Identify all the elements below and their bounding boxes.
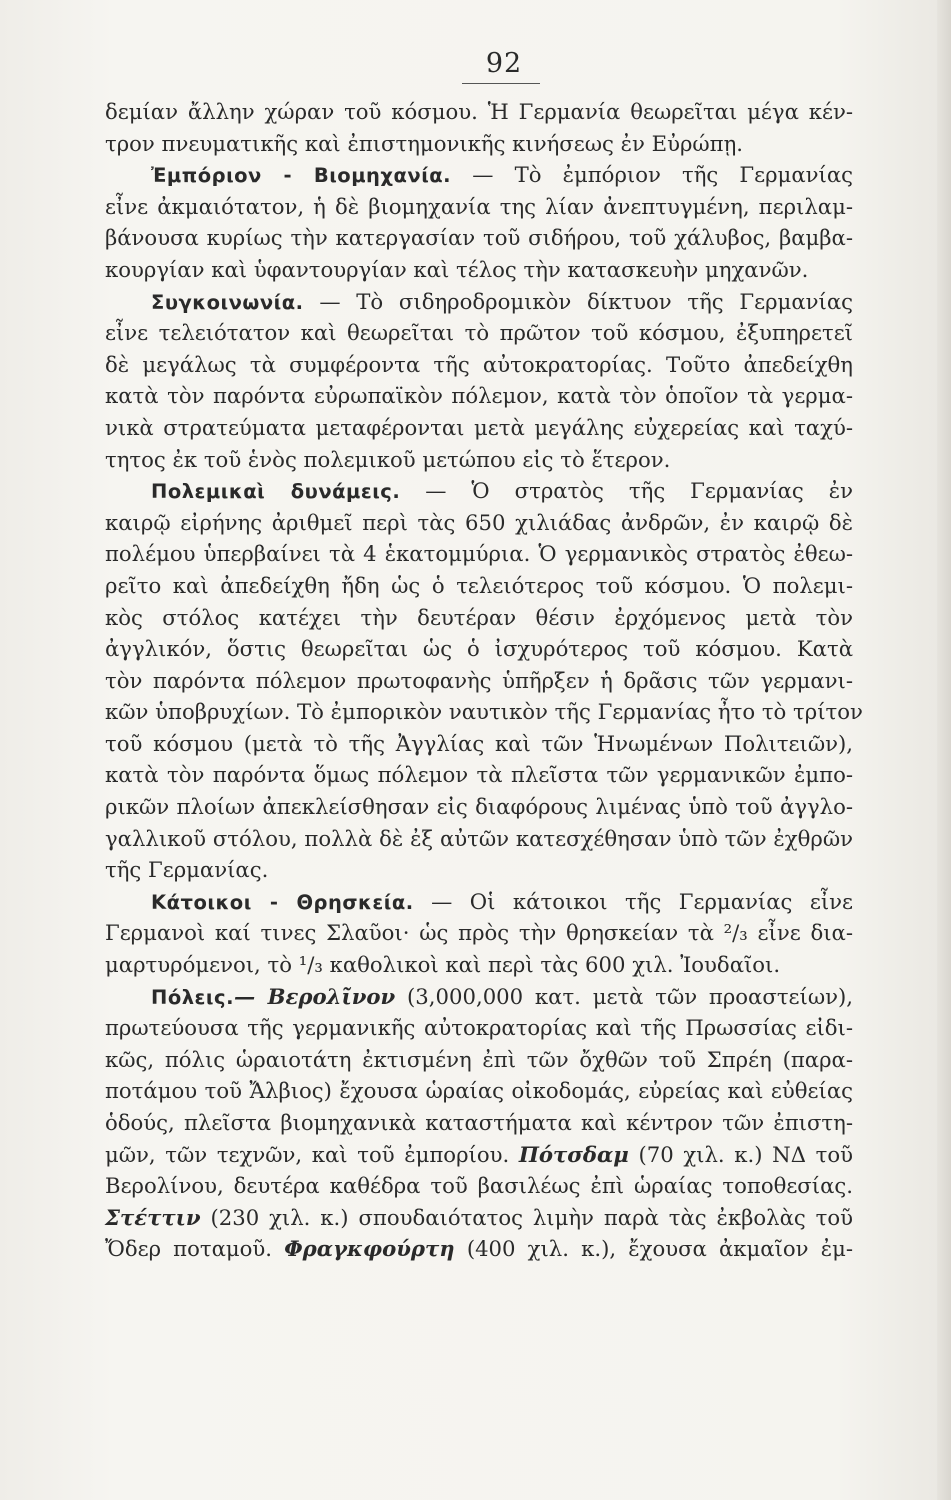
city-name: Φραγκφούρτη: [284, 1236, 455, 1262]
line-text: — Τὸ ἐμπόριον τῆς Γερμανίας: [451, 162, 853, 188]
text-line: [105, 570, 853, 602]
text-line: [105, 1202, 853, 1234]
line-text: βάνουσα κυρίως τὴν κατεργασίαν τοῦ σιδήρου, τοῦ χάλυβος, βαμβα-: [105, 225, 853, 251]
line-text: τοῦ κόσμου (μετὰ τὸ τῆς Ἀγγλίας καὶ τῶν Ἡνωμένων Πολιτειῶν),: [105, 730, 853, 756]
text-line: [105, 665, 853, 697]
city-name: — Βερολῖνον: [233, 983, 396, 1009]
text-line: [105, 1012, 853, 1044]
text-line: [105, 349, 853, 381]
line-text: ὁδούς, πλεῖστα βιομηχανικὰ καταστήματα καὶ κέντρον τῶν ἐπιστη-: [105, 1110, 853, 1135]
page-edge: [937, 0, 951, 1500]
line-text: (230 χιλ. κ.) σπουδαιότατος λιμὴν παρὰ τὰς ἐκβολὰς τοῦ: [200, 1204, 853, 1230]
text-line: [105, 696, 863, 728]
text-line: [105, 254, 853, 286]
text-line: [105, 538, 853, 570]
line-text: εἶνε τελειότατον καὶ θεωρεῖται τὸ πρῶτον τοῦ κόσμου, ἐξυπηρετεῖ: [105, 320, 853, 346]
line-text: πρωτεύουσα τῆς γερμανικῆς αὐτοκρατορίας καὶ τῆς Πρωσσίας εἰδι-: [105, 1015, 853, 1041]
text-line: [105, 475, 853, 507]
section-heading: Ἐμπόριον - Βιομηχανία.: [151, 164, 452, 188]
text-line: [105, 1107, 853, 1139]
text-line: [105, 1170, 853, 1202]
line-text: μαρτυρόμενοι, τὸ ¹/₃ καθολικοὶ καὶ περὶ τὰς 600 χιλ. Ἰουδαῖοι.: [105, 952, 781, 978]
text-line: [105, 1044, 853, 1076]
text-line: [105, 917, 853, 949]
text-line: [105, 317, 853, 349]
line-text: Ὄδερ ποταμοῦ.: [105, 1236, 285, 1262]
line-text: νικὰ στρατεύματα μεταφέρονται μετὰ μεγάλης εὐχερείας καὶ ταχύ-: [105, 414, 853, 440]
section-heading: Συγκοινωνία.: [151, 290, 304, 314]
line-text: ἀγγλικόν, ὅστις θεωρεῖται ὡς ὁ ἰσχυρότερος τοῦ κόσμου. Κατὰ: [105, 636, 853, 662]
section-heading: Κάτοικοι - Θρησκεία.: [151, 890, 414, 914]
text-line: [105, 981, 853, 1013]
text-line: [105, 949, 853, 981]
text-line: [105, 412, 853, 444]
body-text: [105, 96, 863, 1265]
text-line: [105, 96, 853, 128]
text-line: [105, 854, 853, 886]
line-text: καιρῷ εἰρήνης ἀριθμεῖ περὶ τὰς 650 χιλιάδας ἀνδρῶν, ἐν καιρῷ δὲ: [105, 509, 853, 535]
line-text: κῶν ὑποβρυχίων. Τὸ ἐμπορικὸν ναυτικὸν τῆς Γερμανίας ἦτο τὸ τρίτον: [105, 699, 863, 725]
line-text: τὸν παρόντα πόλεμον πρωτοφανὴς ὑπῆρξεν ἡ δρᾶσις τῶν γερμανι-: [105, 667, 853, 693]
line-text: — Οἱ κάτοικοι τῆς Γερμανίας εἶνε: [413, 888, 853, 914]
line-text: γαλλικοῦ στόλου, πολλὰ δὲ ἐξ αὐτῶν κατεσχέθησαν ὑπὸ τῶν ἐχθρῶν: [105, 825, 853, 851]
line-text: Βερολίνου, δευτέρα καθέδρα τοῦ βασιλέως ἐπὶ ὡραίας τοποθεσίας.: [105, 1173, 853, 1199]
line-text: κατὰ τὸν παρόντα εὐρωπαϊκὸν πόλεμον, κατὰ τὸν ὁποῖον τὰ γερμα-: [105, 383, 853, 409]
text-line: [105, 823, 853, 855]
text-line: [105, 444, 853, 476]
line-text: δεμίαν ἄλλην χώραν τοῦ κόσμου. Ἡ Γερμανία θεωρεῖται μέγα κέν-: [105, 99, 853, 124]
line-text: πολέμου ὑπερβαίνει τὰ 4 ἑκατομμύρια. Ὁ γερμανικὸς στρατὸς ἐθεω-: [105, 541, 853, 567]
text-line: [105, 1139, 853, 1171]
line-text: ρικῶν πλοίων ἀπεκλείσθησαν εἰς διαφόρους λιμένας ὑπὸ τοῦ ἀγγλο-: [105, 794, 853, 820]
line-text: τρον πνευματικῆς καὶ ἐπιστημονικῆς κινήσεως ἐν Εὐρώπῃ.: [105, 130, 744, 156]
text-line: [105, 286, 853, 318]
city-name: Στέττιν: [105, 1204, 201, 1230]
line-text: δὲ μεγάλως τὰ συμφέροντα τῆς αὐτοκρατορίας. Τοῦτο ἀπεδείχθη: [105, 351, 853, 377]
line-text: κουργίαν καὶ ὑφαντουργίαν καὶ τέλος τὴν κατασκευὴν μηχανῶν.: [105, 256, 809, 282]
line-text: κατὰ τὸν παρόντα ὅμως πόλεμον τὰ πλεῖστα τῶν γερμανικῶν ἐμπο-: [105, 762, 853, 788]
line-text: — Ὁ στρατὸς τῆς Γερμανίας ἐν: [400, 478, 853, 504]
text-line: [105, 159, 853, 191]
line-text: (70 χιλ. κ.) ΝΔ τοῦ: [628, 1141, 853, 1167]
line-text: τητος ἐκ τοῦ ἑνὸς πολεμικοῦ μετώπου εἰς τὸ ἕτερον.: [105, 446, 671, 472]
text-line: [105, 886, 853, 918]
line-text: ρεῖτο καὶ ἀπεδείχθη ἤδη ὡς ὁ τελειότερος τοῦ κόσμου. Ὁ πολεμι-: [105, 572, 853, 598]
text-line: [105, 728, 853, 760]
text-line: [105, 759, 853, 791]
line-text: μῶν, τῶν τεχνῶν, καὶ τοῦ ἐμπορίου.: [105, 1141, 519, 1167]
text-line: [105, 791, 853, 823]
page-number-rule: [462, 83, 540, 84]
line-text: εἶνε ἀκμαιότατον, ἡ δὲ βιομηχανία της λίαν ἀνεπτυγμένη, περιλαμ-: [105, 193, 853, 219]
text-line: [105, 602, 853, 634]
line-text: Γερμανοὶ καί τινες Σλαῦοι· ὡς πρὸς τὴν θρησκείαν τὰ ²/₃ εἶνε δια-: [105, 920, 853, 946]
text-line: [105, 507, 853, 539]
section-heading: Πόλεις.: [151, 985, 234, 1009]
text-line: [105, 128, 853, 160]
page-number: 92: [485, 48, 523, 79]
city-name: Πότσδαμ: [518, 1141, 629, 1167]
line-text: — Τὸ σιδηροδρομικὸν δίκτυον τῆς Γερμανίας: [303, 288, 853, 314]
section-heading: Πολεμικαὶ δυνάμεις.: [151, 480, 401, 504]
line-text: κῶς, πόλις ὡραιοτάτη ἐκτισμένη ἐπὶ τῶν ὄχθῶν τοῦ Σπρέη (παρα-: [105, 1046, 853, 1072]
line-text: (400 χιλ. κ.), ἔχουσα ἀκμαῖον ἐμ-: [454, 1236, 853, 1262]
line-text: κὸς στόλος κατέχει τὴν δευτέραν θέσιν ἐρχόμενος μετὰ τὸν: [105, 604, 853, 630]
line-text: ποτάμου τοῦ Ἄλβιος) ἔχουσα ὡραίας οἰκοδομάς, εὐρείας καὶ εὐθείας: [105, 1078, 853, 1104]
text-line: [105, 222, 853, 254]
text-line: [105, 380, 853, 412]
text-line: [105, 1233, 853, 1265]
text-line: [105, 633, 853, 665]
text-line: [105, 1075, 853, 1107]
line-text: (3,000,000 κατ. μετὰ τῶν προαστείων),: [395, 983, 853, 1009]
line-text: τῆς Γερμανίας.: [105, 857, 269, 883]
text-line: [105, 191, 853, 223]
